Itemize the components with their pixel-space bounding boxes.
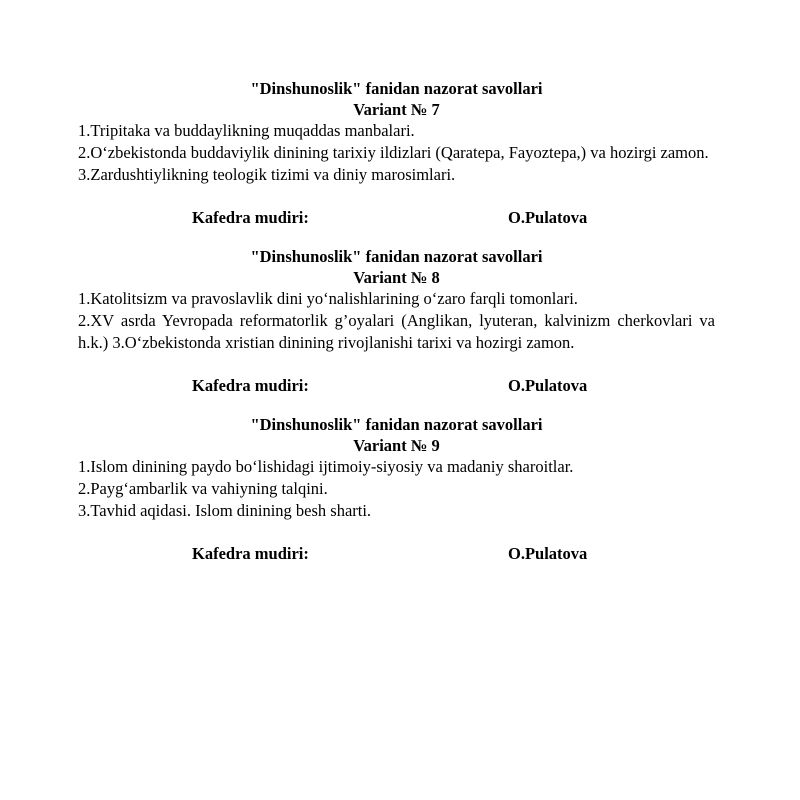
signature-line <box>78 543 715 565</box>
question-item: 2.XV asrda Yevropada reformatorlik g’oyalari (Anglikan, lyuteran, kalvinizm cherkovlari va h.k.) 3.O‘zbekistonda xristian dinining rivojlanishi tarixi va hozirgi zamon. <box>78 311 715 352</box>
variant-heading: Variant № 8 <box>353 268 440 287</box>
signature-label: Kafedra mudiri: <box>192 208 309 227</box>
question-item: 2.Payg‘ambarlik va vahiyning talqini. <box>78 479 328 498</box>
question-item: 2.O‘zbekistonda buddaviylik dinining tarixiy ildizlari (Qaratepa, Fayoztepa,) va hozirgi zamon. <box>78 143 709 162</box>
variant-heading: Variant № 7 <box>353 100 440 119</box>
signature-name: O.Pulatova <box>508 544 588 563</box>
section-title: "Dinshunoslik" fanidan nazorat savollari <box>250 247 543 266</box>
question-item: 1.Tripitaka va buddaylikning muqaddas manbalari. <box>78 121 415 140</box>
variant-block-7 <box>78 78 715 229</box>
section-title: "Dinshunoslik" fanidan nazorat savollari <box>250 415 543 434</box>
question-item: 1.Katolitsizm va pravoslavlik dini yo‘nalishlarining o‘zaro farqli tomonlari. <box>78 289 578 308</box>
question-item: 1.Islom dinining paydo bo‘lishidagi ijtimoiy-siyosiy va madaniy sharoitlar. <box>78 457 574 476</box>
signature-name: O.Pulatova <box>508 208 588 227</box>
signature-label: Kafedra mudiri: <box>192 544 309 563</box>
signature-name: O.Pulatova <box>508 376 588 395</box>
question-item: 3.Zardushtiylikning teologik tizimi va diniy marosimlari. <box>78 165 456 184</box>
signature-line <box>78 375 715 397</box>
variant-block-9 <box>78 414 715 565</box>
variant-heading: Variant № 9 <box>353 436 440 455</box>
question-item: 3.Tavhid aqidasi. Islom dinining besh sharti. <box>78 501 372 520</box>
section-title: "Dinshunoslik" fanidan nazorat savollari <box>250 79 543 98</box>
variant-block-8 <box>78 246 715 397</box>
signature-label: Kafedra mudiri: <box>192 376 309 395</box>
signature-line <box>78 207 715 229</box>
document-page <box>78 78 715 582</box>
